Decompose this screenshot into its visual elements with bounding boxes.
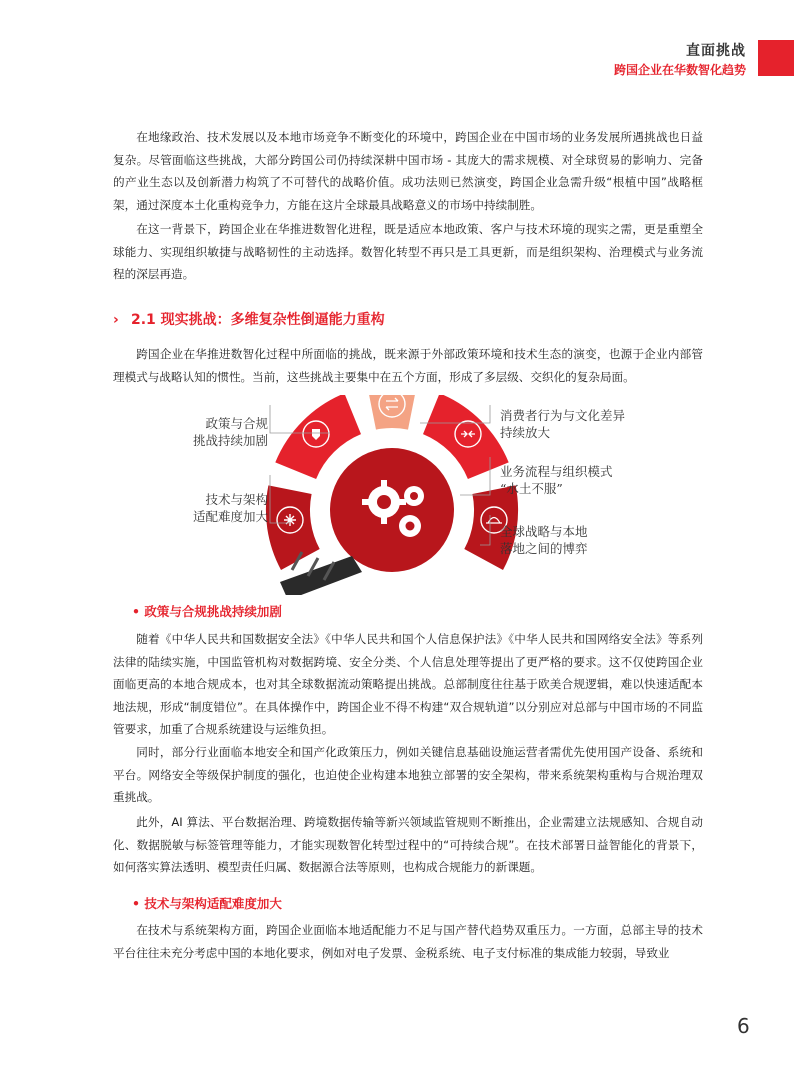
subsection-title-tech: • 技术与架构适配难度加大 [132,896,282,911]
section-intro-paragraph: 跨国企业在华推进数智化过程中所面临的挑战，既来源于外部政策环境和技术生态的演变，也源于企业内部管理模式与战略认知的惯性。当前，这些挑战主要集中在五个方面，形成了多层级、交织化的复杂局面。 [113,347,703,384]
label-global: 全球战略与本地 落地之间的博弈 [500,524,588,556]
challenges-diagram [180,395,650,595]
policy-paragraph-2: 同时，部分行业面临本地安全和国产化政策压力，例如关键信息基础设施运营者需优先使用国产设备、系统和平台。网络安全等级保护制度的强化，也迫使企业构建本地独立部署的安全架构，带来系统架构重构与合规治理双重挑战。 [113,745,703,805]
intro-paragraph-1: 在地缘政治、技术发展以及本地市场竞争不断变化的环境中，跨国企业在中国市场的业务发展所遇挑战也日益复杂。尽管面临这些挑战，大部分跨国公司仍持续深耕中国市场 - 其庞大的需求规模、对全球贸易的影响力、完备的产业生态以及创新潜力构筑了不可替代的战略价值。成功法则已然演变，跨国企业急需升级“根植中国”战略框架，通过深度本土化重构竞争力，方能在这片全球最具战略意义的市场中持续制胜。 [113,130,703,212]
subsection-title-policy: • 政策与合规挑战持续加剧 [132,604,282,619]
label-policy: 政策与合规 挑战持续加剧 [192,416,268,448]
tech-paragraph-1: 在技术与系统架构方面，跨国企业面临本地适配能力不足与国产替代趋势双重压力。一方面，总部主导的技术平台往往未充分考虑中国的本地化要求，例如对电子发票、金税系统、电子支付标准的集成能力较弱，导致业 [113,923,703,960]
section-title: 2.1 现实挑战：多维复杂性倒逼能力重构 [131,312,385,328]
intro-paragraph-2: 在这一背景下，跨国企业在华推进数智化进程，既是适应本地政策、客户与技术环境的现实之需，更是重塑全球能力、实现组织敏捷与战略韧性的主动选择。数智化转型不再只是工具更新，而是组织架构、治理模式与业务流程的深层再造。 [113,222,703,282]
segment-consumer [367,395,416,430]
page-number: 6 [737,1014,750,1038]
header-accent-block [758,40,794,76]
segment-tech [266,485,320,570]
policy-paragraph-1: 随着《中华人民共和国数据安全法》《中华人民共和国个人信息保护法》《中华人民共和国网络安全法》等系列法律的陆续实施，中国监管机构对数据跨境、安全分类、个人信息处理等提出了更严格的要求。这不仅使跨国企业面临更高的本地合规成本，也对其全球数据流动策略提出挑战。总部制度往往基于欧美合规逻辑，难以快速适配本地法规，形成“制度错位”。在具体操作中，跨国企业不得不构建“双合规轨道”以分别应对总部与中国市场的不同监管要求，加重了合规系统建设与运维负担。 [113,632,703,737]
header-subtitle: 跨国企业在华数智化趋势 [613,63,746,77]
chevron-right-icon: › [113,312,119,328]
section-heading [113,309,385,329]
header-title: 直面挑战 [686,43,746,59]
label-process: 业务流程与组织模式 “水土不服” [500,464,613,496]
policy-paragraph-3: 此外，AI 算法、平台数据治理、跨境数据传输等新兴领域监管规则不断推出，企业需建立法规感知、合规自动化、数据脱敏与标签管理等能力，才能实现数智化转型过程中的“可持续合规”。在技术部署日益智能化的背景下，如何落实算法透明、模型责任归属、数据源合法等原则，也构成合规能力的新课题。 [113,815,703,875]
label-consumer: 消费者行为与文化差异 持续放大 [500,408,626,440]
label-tech: 技术与架构 适配难度加大 [192,492,268,524]
